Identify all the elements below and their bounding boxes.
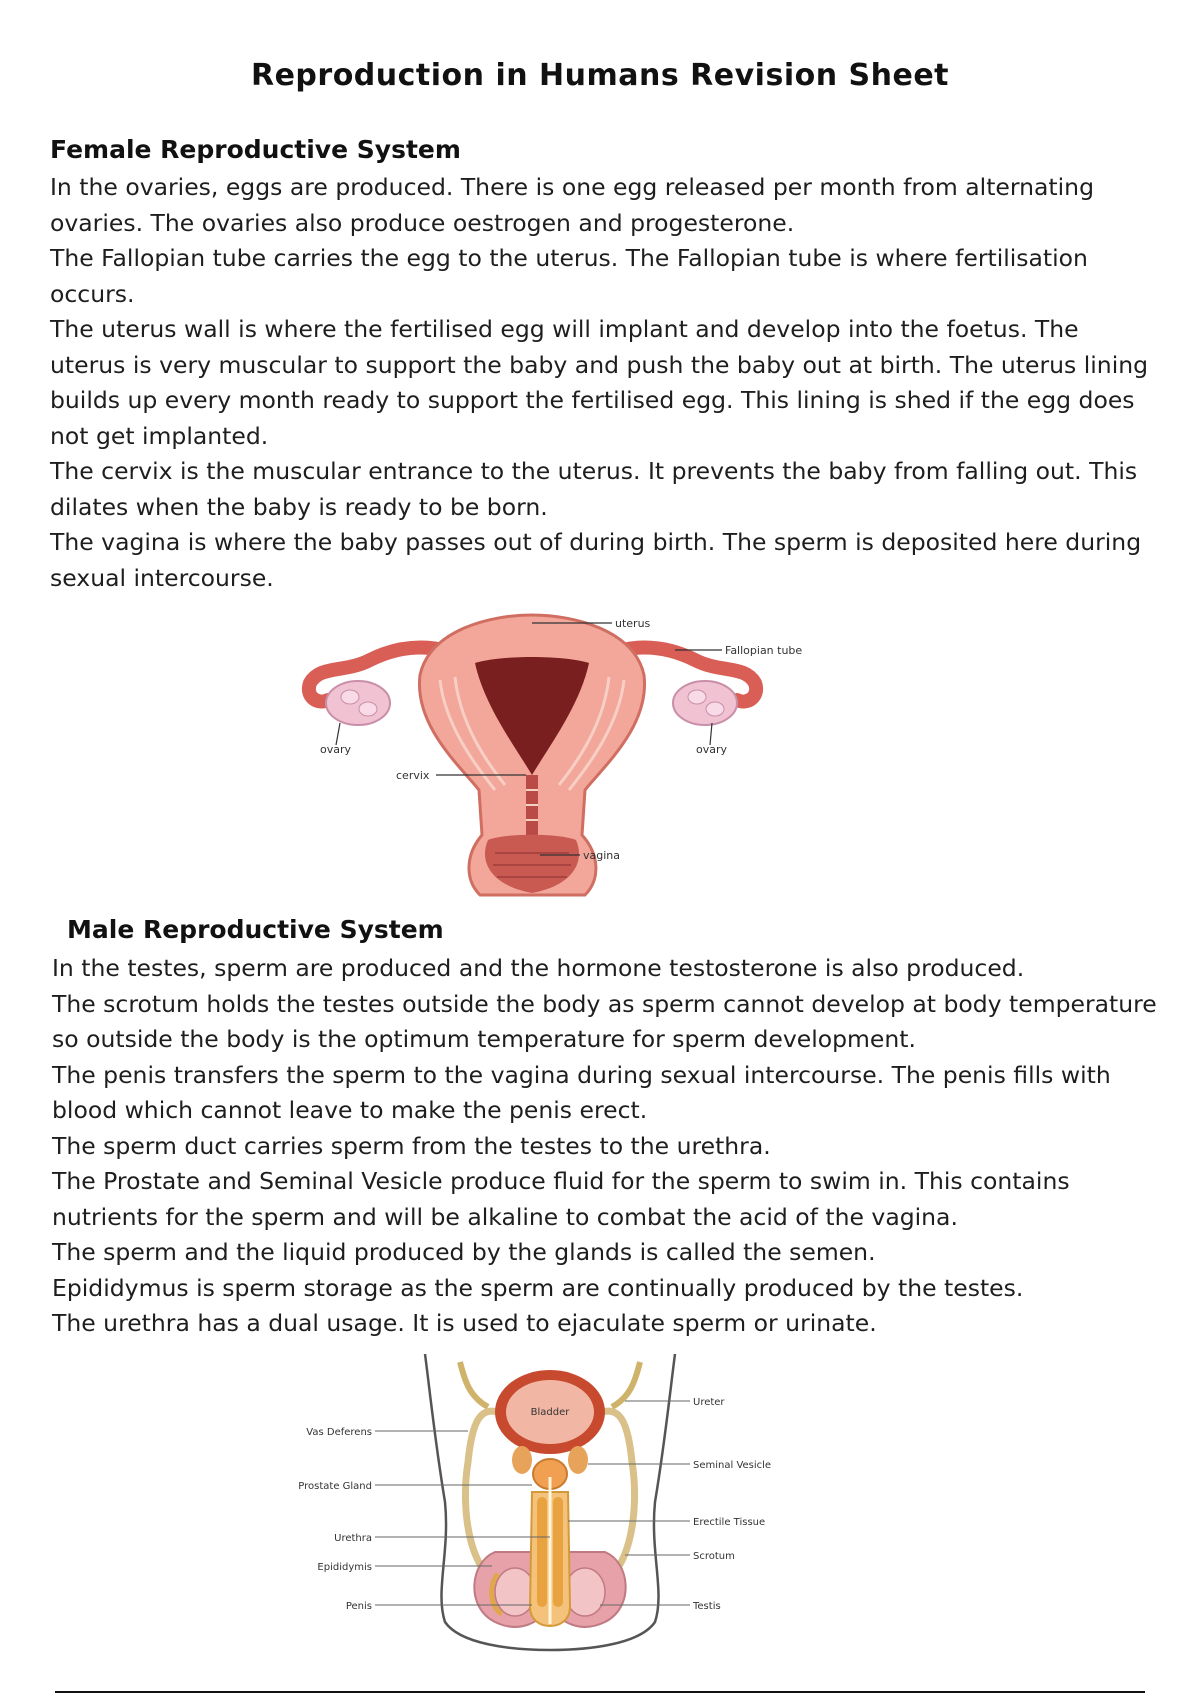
urethra-label: Urethra xyxy=(334,1533,372,1544)
female-reproductive-diagram xyxy=(300,605,820,895)
bladder-label: Bladder xyxy=(530,1407,570,1418)
female-paragraph-vagina: The vagina is where the baby passes out of during birth. The sperm is deposited here during sexual intercourse. xyxy=(50,528,1142,592)
seminal-vesicle-label: Seminal Vesicle xyxy=(693,1460,772,1471)
vagina-label: vagina xyxy=(583,849,621,862)
epididymis-label: Epididymis xyxy=(317,1562,372,1573)
penis-label: Penis xyxy=(345,1601,372,1612)
prostate-gland-label: Prostate Gland xyxy=(298,1481,372,1492)
cervix-label: cervix xyxy=(396,769,430,782)
fallopian-tube-label: Fallopian tube xyxy=(725,644,803,657)
scrotum-label: Scrotum xyxy=(693,1551,735,1562)
female-paragraphs xyxy=(50,170,1160,596)
female-section-heading: Female Reproductive System xyxy=(50,135,461,164)
uterus-label: uterus xyxy=(615,617,651,630)
male-paragraph-sperm-duct: The sperm duct carries sperm from the testes to the urethra. xyxy=(52,1131,771,1160)
female-paragraph-fallopian-tube: The Fallopian tube carries the egg to the uterus. The Fallopian tube is where fertilisation occurs. xyxy=(50,244,1088,308)
male-paragraph-testes: In the testes, sperm are produced and the hormone testosterone is also produced. xyxy=(52,954,1025,982)
male-paragraph-epididymus: Epididymus is sperm storage as the sperm are continually produced by the testes. xyxy=(52,1273,1024,1302)
female-paragraph-ovaries: In the ovaries, eggs are produced. There is one egg released per month from alternating ovaries. The ovaries also produce oestrogen and progesterone. xyxy=(50,173,1094,237)
male-paragraph-scrotum: The scrotum holds the testes outside the body as sperm cannot develop at body temperature so outside the body is the optimum temperature for sperm development. xyxy=(52,989,1157,1053)
testis-label: Testis xyxy=(693,1601,721,1612)
male-paragraph-semen: The sperm and the liquid produced by the glands is called the semen. xyxy=(52,1238,876,1266)
ureter-label: Ureter xyxy=(693,1397,725,1408)
left-ovary-label: ovary xyxy=(320,743,352,756)
page-title: Reproduction in Humans Revision Sheet xyxy=(250,58,950,93)
male-paragraph-urethra: The urethra has a dual usage. It is used to ejaculate sperm or urinate. xyxy=(52,1309,877,1337)
male-paragraph-penis: The penis transfers the sperm to the vagina during sexual intercourse. The penis fills with blood which cannot leave to make the penis erect. xyxy=(52,1060,1111,1124)
male-paragraphs xyxy=(52,951,1162,1342)
male-section-heading: Male Reproductive System xyxy=(67,915,444,944)
male-reproductive-diagram xyxy=(298,1352,790,1652)
female-paragraph-cervix: The cervix is the muscular entrance to the uterus. It prevents the baby from falling out. This dilates when the baby is ready to be born. xyxy=(50,457,1138,521)
vas-deferens-label: Vas Deferens xyxy=(306,1427,372,1438)
erectile-tissue-label: Erectile Tissue xyxy=(693,1517,766,1528)
female-paragraph-uterus: The uterus wall is where the fertilised egg will implant and develop into the foetus. The uterus is very muscular to support the baby and push the baby out at birth. The uterus lining builds up every month ready to support the fertilised egg. This lining is shed if the egg does not get implanted. xyxy=(50,315,1149,450)
right-ovary-label: ovary xyxy=(696,743,728,756)
bottom-divider xyxy=(55,1691,1145,1693)
male-paragraph-prostate: The Prostate and Seminal Vesicle produce fluid for the sperm to swim in. This contains nutrients for the sperm and will be alkaline to combat the acid of the vagina. xyxy=(52,1167,1070,1231)
